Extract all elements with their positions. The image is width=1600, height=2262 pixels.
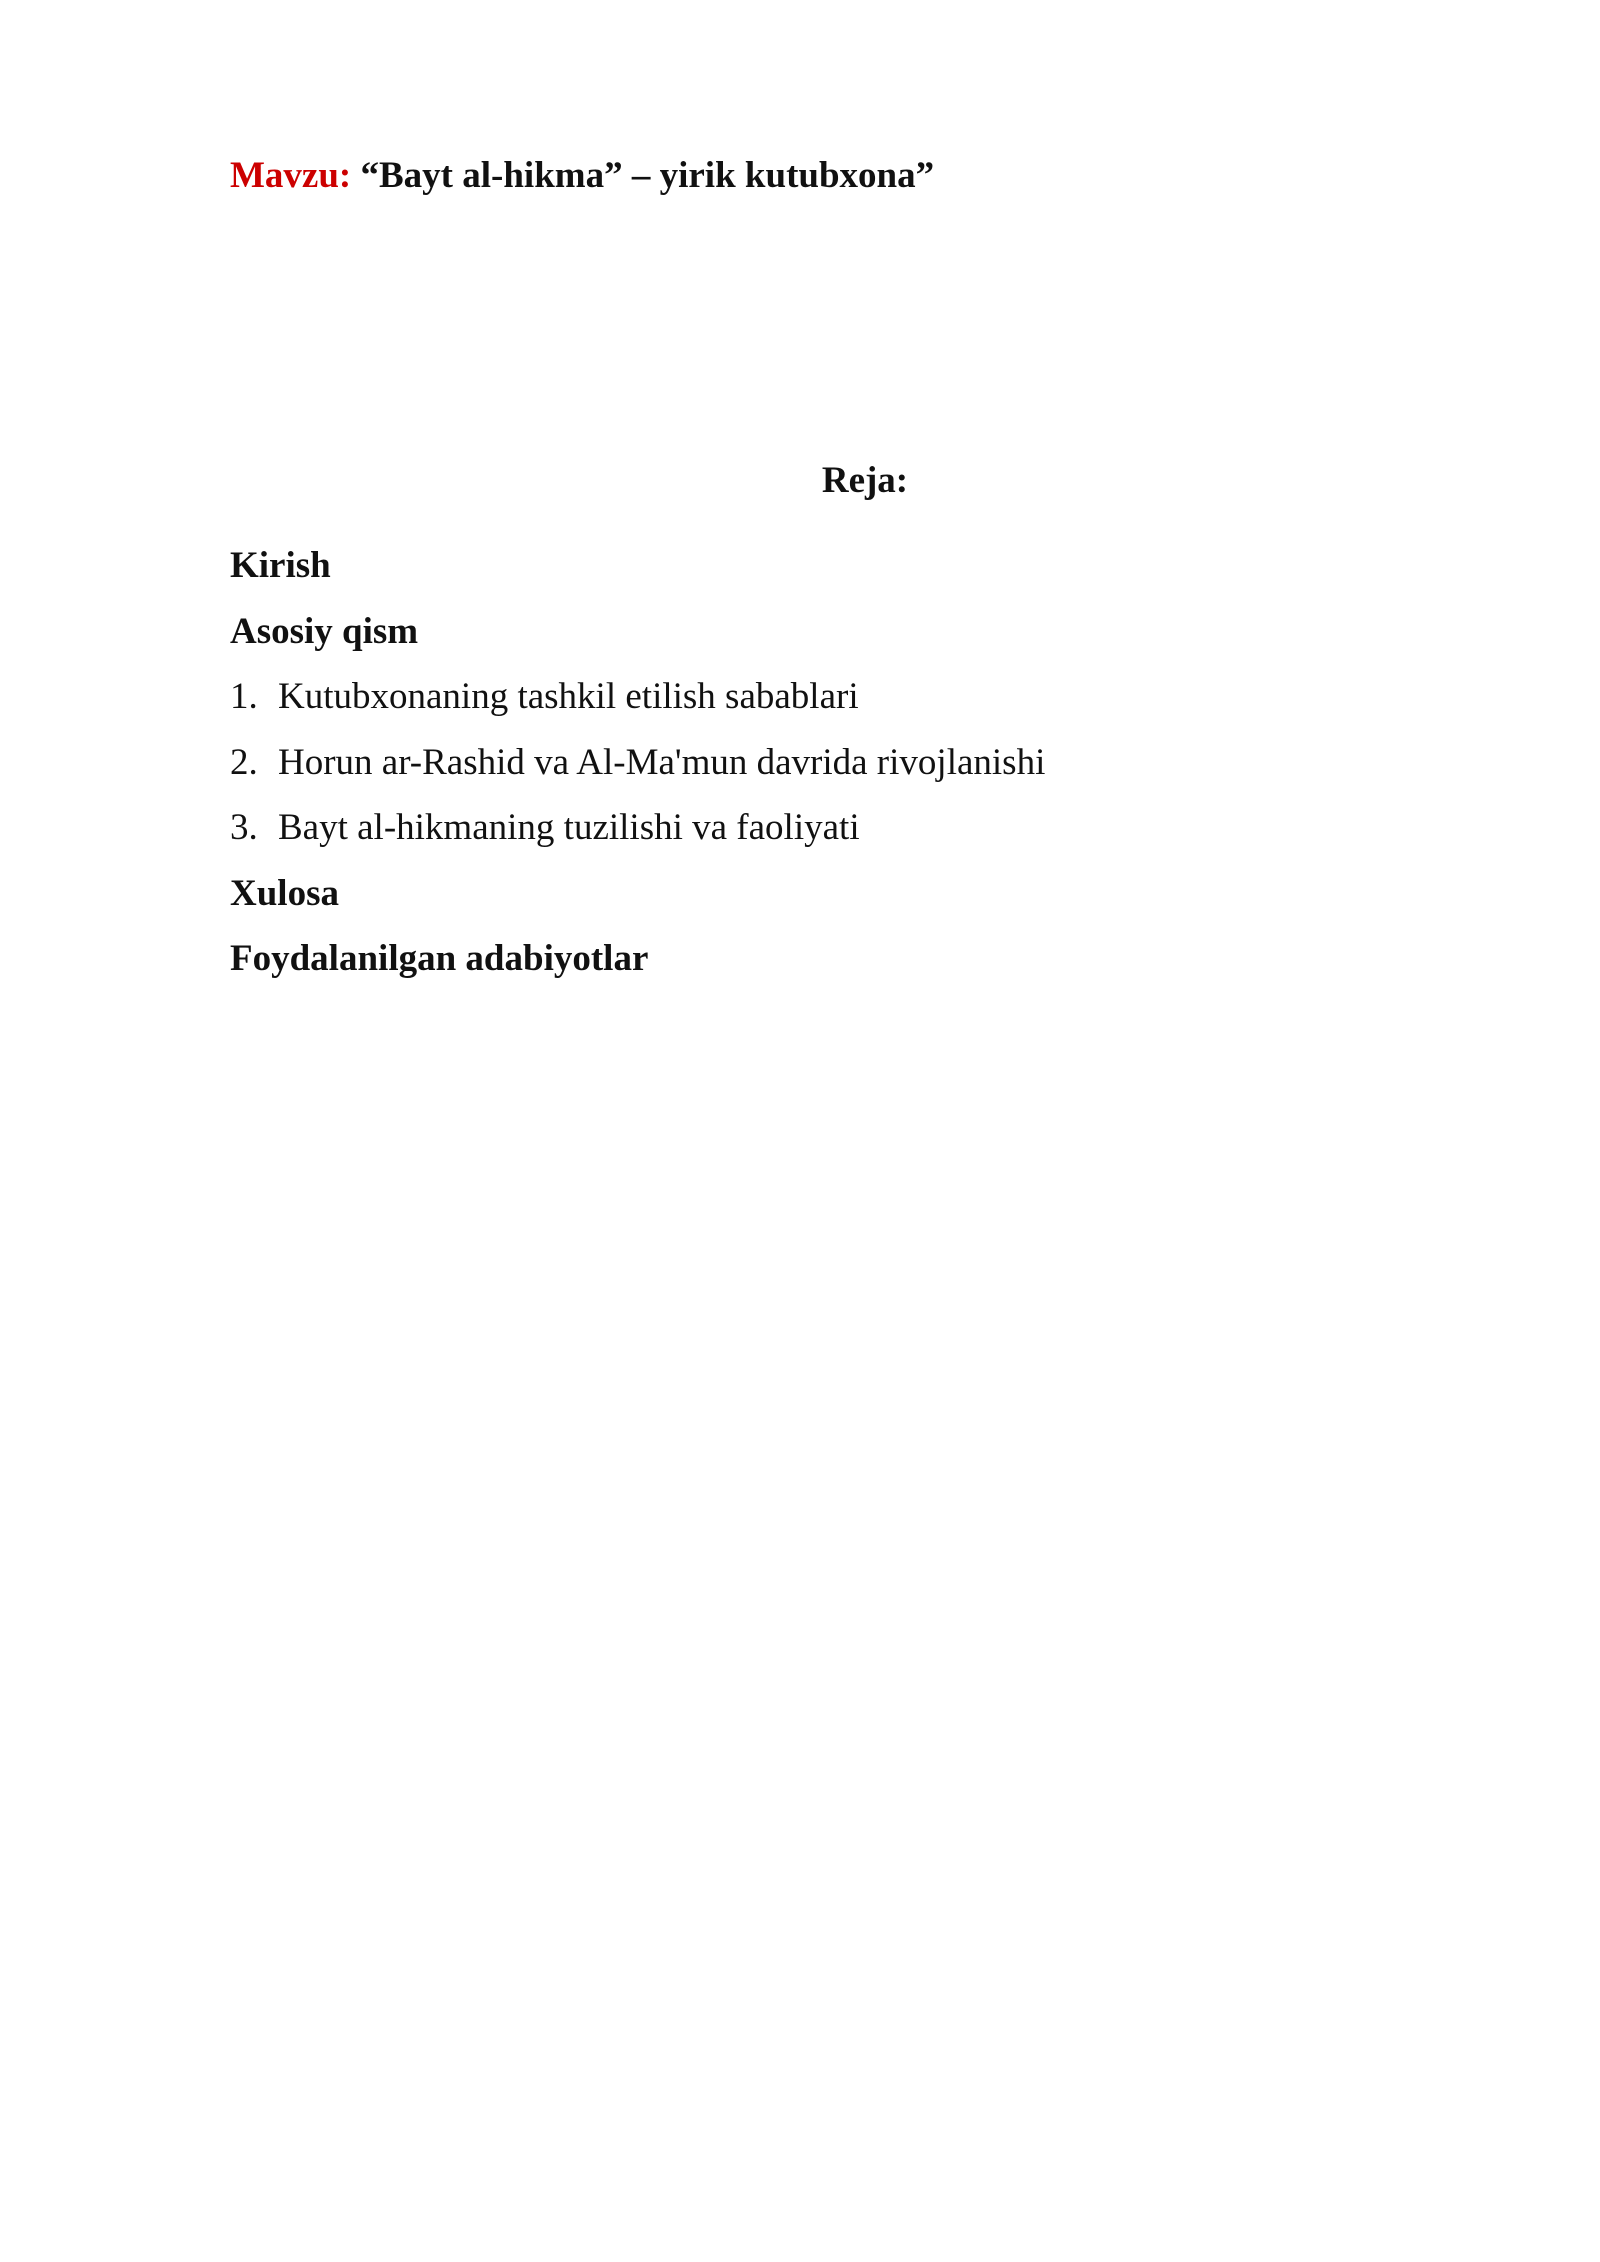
plan-item-text: Xulosa — [230, 872, 339, 914]
plan-list — [230, 540, 1045, 999]
plan-item-references — [230, 933, 1045, 999]
plan-item-text: Foydalanilgan adabiyotlar — [230, 938, 649, 979]
plan-item-text: Kirish — [230, 545, 331, 586]
plan-item-conclusion — [230, 868, 1045, 934]
plan-item-text: Bayt al-hikmaning tuzilishi va faoliyati — [278, 807, 860, 848]
plan-item-text: Asosiy qism — [230, 610, 419, 652]
plan-heading: Reja: — [821, 460, 909, 501]
plan-item-main-part — [230, 606, 1045, 672]
plan-item-introduction — [230, 540, 1045, 606]
plan-item-3 — [230, 802, 1045, 868]
plan-item-number: 1. — [230, 676, 258, 717]
topic-label: Mavzu: — [230, 155, 352, 196]
topic-line — [230, 150, 934, 202]
topic-title: “Bayt al-hikma” – yirik kutubxona” — [360, 155, 935, 196]
plan-item-text: Kutubxonaning tashkil etilish sabablari — [278, 676, 859, 717]
plan-item-number: 2. — [230, 741, 258, 783]
plan-item-1 — [230, 671, 1045, 737]
plan-item-2 — [230, 737, 1045, 803]
plan-item-text: Horun ar-Rashid va Al-Ma'mun davrida rivojlanishi — [278, 741, 1046, 783]
plan-item-number: 3. — [230, 807, 258, 848]
